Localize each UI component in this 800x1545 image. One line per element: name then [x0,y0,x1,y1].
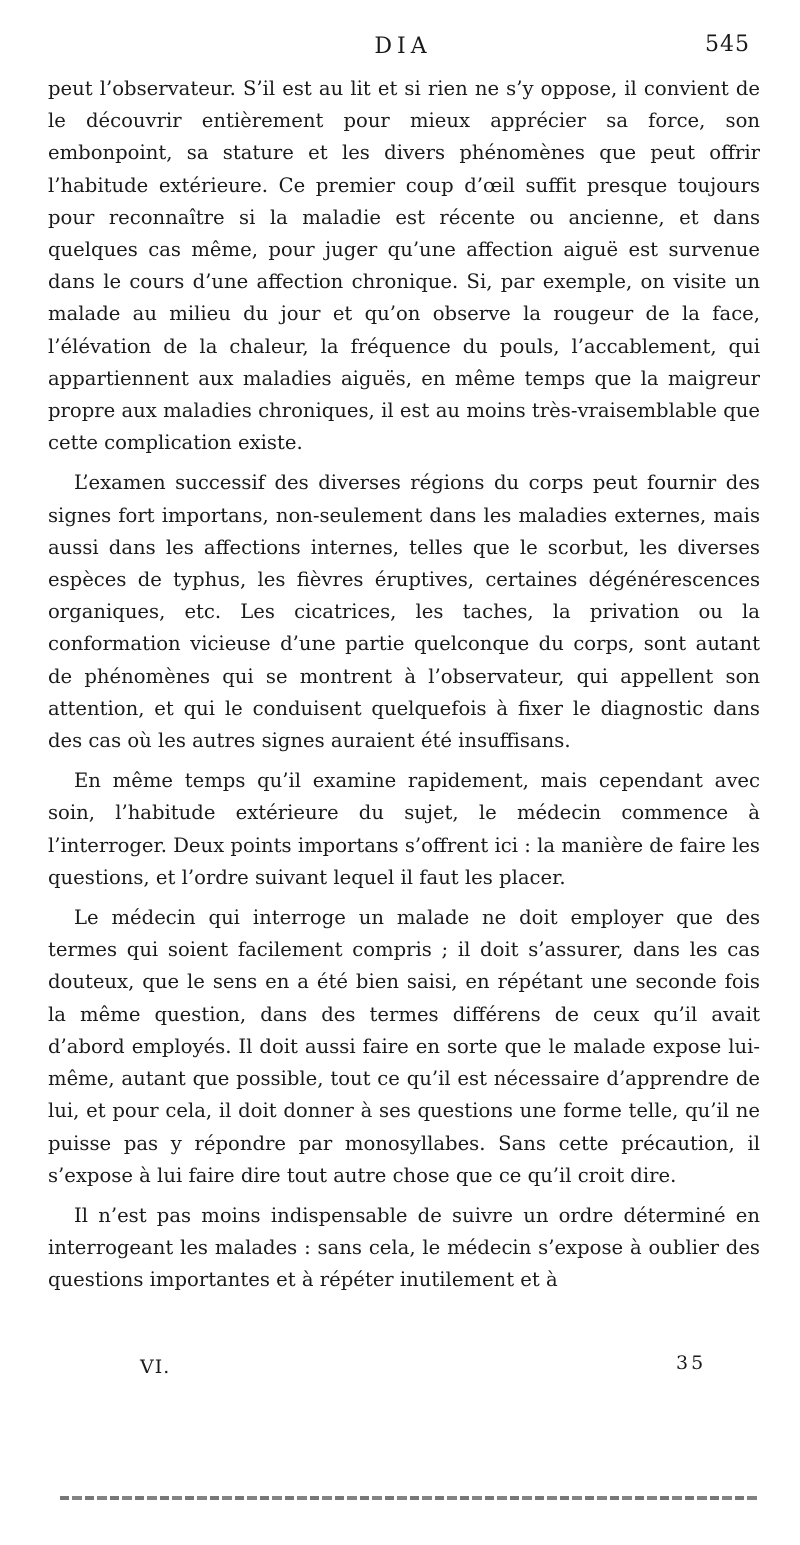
signature-mark: VI. [140,1356,171,1378]
sheet-number: 35 [676,1352,707,1374]
body-text [48,73,760,1305]
paragraph-2: L’examen successif des diverses régions du corps peut fournir des signes fort importans, non-seulement dans les maladies externes, mais aussi dans les affections internes, telles que le scorbut, les diverses espèces de typhus, les fièvres éruptives, certaines dégénérescences organiques, etc. Les cicatrices, les taches, la privation ou la conformation vicieuse d’une partie quelconque du corps, sont autant de phénomènes qui se montrent à l’observateur, qui appellent son attention, et qui le conduisent quelquefois à fixer le diagnostic dans des cas où les autres signes auraient été insuffisans. [48,471,760,753]
page-number: 545 [705,32,750,57]
scan-edge-rule [60,1496,760,1500]
paragraph-5: Il n’est pas moins indispensable de suivre un ordre déterminé en interrogeant les malades : sans cela, le médecin s’expose à oublier des questions importantes et à répéter inutilement et à [48,1203,760,1292]
page-header [48,34,758,64]
page-footer [140,1352,707,1386]
running-title: DIA [374,34,432,59]
paragraph-1: peut l’observateur. S’il est au lit et si rien ne s’y oppose, il convient de le découvrir entièrement pour mieux apprécier sa force, son embonpoint, sa stature et les divers phénomènes que peut offrir l’habitude extérieure. Ce premier coup d’œil suffit presque toujours pour reconnaître si la maladie est récente ou ancienne, et dans quelques cas même, pour juger qu’une affection aiguë est survenue dans le cours d’une affection chronique. Si, par exemple, on visite un malade au milieu du jour et qu’on observe la rougeur de la face, l’élévation de la chaleur, la fréquence du pouls, l’accablement, qui appartiennent aux maladies aiguës, en même temps que la maigreur propre aux maladies chroniques, il est au moins très-vraisemblable que cette complication existe. [48,77,760,455]
paragraph-3: En même temps qu’il examine rapidement, mais cependant avec soin, l’habitude extérieure du sujet, le médecin commence à l’interroger. Deux points importans s’offrent ici : la manière de faire les questions, et l’ordre suivant lequel il faut les placer. [48,769,760,889]
paragraph-4: Le médecin qui interroge un malade ne doit employer que des termes qui soient facilement compris ; il doit s’assurer, dans les cas douteux, que le sens en a été bien saisi, en répétant une seconde fois la même question, dans des termes différens de ceux qu’il avait d’abord employés. Il doit aussi faire en sorte que le malade expose lui-même, autant que possible, tout ce qu’il est nécessaire d’apprendre de lui, et pour cela, il doit donner à ses questions une forme telle, qu’il ne puisse pas y répondre par monosyllabes. Sans cette précaution, il s’expose à lui faire dire tout autre chose que ce qu’il croit dire. [48,906,760,1187]
